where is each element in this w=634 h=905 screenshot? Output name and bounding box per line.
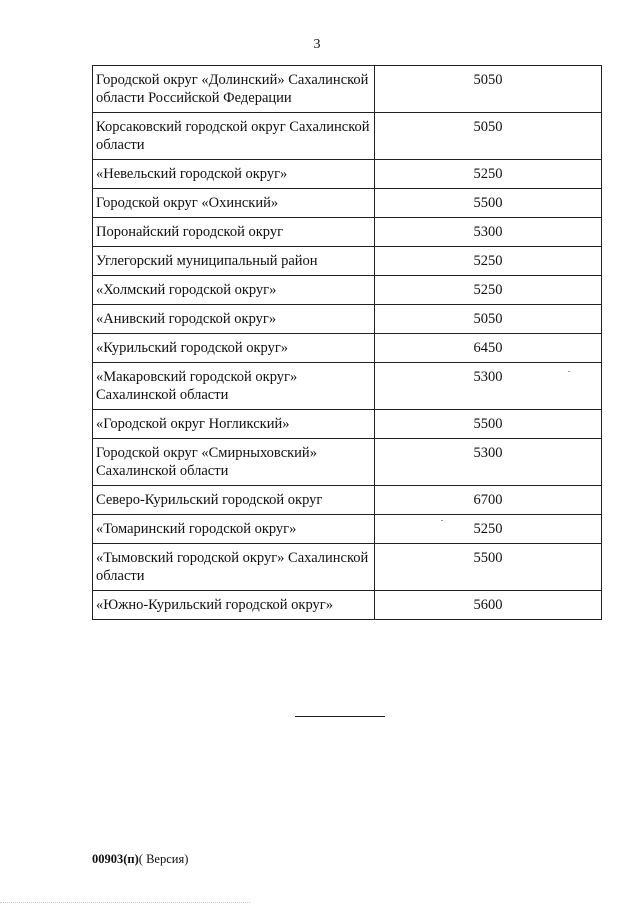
value-cell: 5300 bbox=[375, 363, 602, 410]
document-code-number: 00903(п) bbox=[92, 852, 139, 866]
table-row bbox=[93, 276, 602, 305]
value-cell: 5500 bbox=[375, 410, 602, 439]
municipality-name-cell: «Тымовский городской округ» Сахалинской области bbox=[93, 544, 375, 591]
scan-speck bbox=[568, 371, 570, 372]
value-cell: 5050 bbox=[375, 113, 602, 160]
table-row bbox=[93, 591, 602, 620]
table-row bbox=[93, 247, 602, 276]
document-code bbox=[92, 852, 188, 867]
municipality-name-cell: Углегорский муниципальный район bbox=[93, 247, 375, 276]
municipality-name-cell: Городской округ «Смирныховский» Сахалинской области bbox=[93, 439, 375, 486]
value-cell: 5300 bbox=[375, 218, 602, 247]
table-row bbox=[93, 334, 602, 363]
scan-speck bbox=[441, 520, 443, 521]
municipality-name-cell: «Холмский городской округ» bbox=[93, 276, 375, 305]
municipality-name-cell: Поронайский городской округ bbox=[93, 218, 375, 247]
scan-edge-artifact bbox=[0, 902, 250, 904]
table-row bbox=[93, 363, 602, 410]
municipality-name-cell: «Томаринский городской округ» bbox=[93, 515, 375, 544]
value-cell: 5500 bbox=[375, 544, 602, 591]
municipality-name-cell: «Городской округ Ногликский» bbox=[93, 410, 375, 439]
municipality-name-cell: Городской округ «Охинский» bbox=[93, 189, 375, 218]
municipality-name-cell: Северо-Курильский городской округ bbox=[93, 486, 375, 515]
table-row bbox=[93, 544, 602, 591]
value-cell: 6450 bbox=[375, 334, 602, 363]
table-row bbox=[93, 439, 602, 486]
municipality-name-cell: Городской округ «Долинский» Сахалинской области Российской Федерации bbox=[93, 66, 375, 113]
table-row bbox=[93, 486, 602, 515]
value-cell: 5600 bbox=[375, 591, 602, 620]
value-cell: 5250 bbox=[375, 160, 602, 189]
table-row bbox=[93, 160, 602, 189]
municipality-name-cell: «Анивский городской округ» bbox=[93, 305, 375, 334]
value-cell: 6700 bbox=[375, 486, 602, 515]
municipality-name-cell: «Макаровский городской округ» Сахалинской области bbox=[93, 363, 375, 410]
value-cell: 5050 bbox=[375, 66, 602, 113]
table-row bbox=[93, 189, 602, 218]
value-cell: 5250 bbox=[375, 247, 602, 276]
page-number: 3 bbox=[313, 37, 321, 52]
table-row bbox=[93, 66, 602, 113]
end-separator-line bbox=[295, 716, 385, 717]
table-row bbox=[93, 515, 602, 544]
value-cell: 5300 bbox=[375, 439, 602, 486]
municipality-name-cell: «Невельский городской округ» bbox=[93, 160, 375, 189]
document-code-version: ( Версия) bbox=[138, 852, 189, 866]
value-cell: 5050 bbox=[375, 305, 602, 334]
table-row bbox=[93, 113, 602, 160]
table-row bbox=[93, 305, 602, 334]
municipality-values-table bbox=[92, 65, 602, 620]
table-body bbox=[93, 66, 602, 620]
municipality-name-cell: «Курильский городской округ» bbox=[93, 334, 375, 363]
value-cell: 5250 bbox=[375, 515, 602, 544]
value-cell: 5250 bbox=[375, 276, 602, 305]
municipality-name-cell: «Южно-Курильский городской округ» bbox=[93, 591, 375, 620]
table-row bbox=[93, 410, 602, 439]
municipality-name-cell: Корсаковский городской округ Сахалинской области bbox=[93, 113, 375, 160]
table-row bbox=[93, 218, 602, 247]
value-cell: 5500 bbox=[375, 189, 602, 218]
